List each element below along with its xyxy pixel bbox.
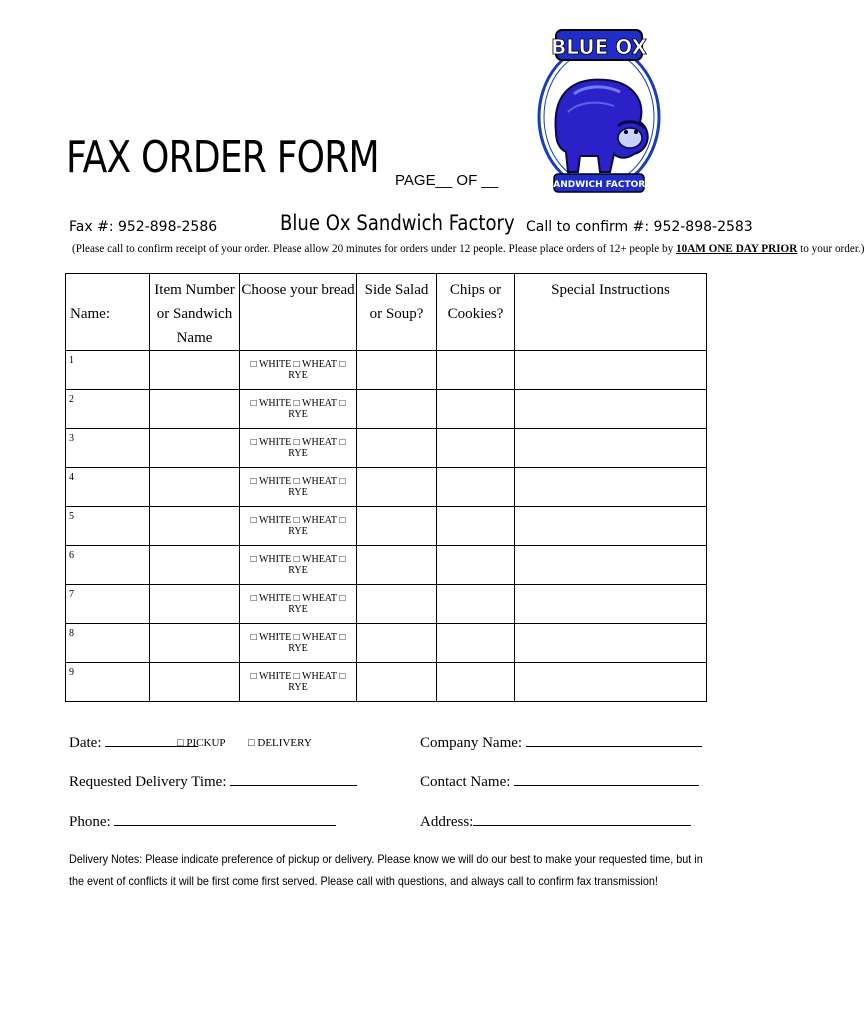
instructions-cell[interactable] (515, 585, 707, 624)
row-number[interactable]: 2 (66, 390, 150, 429)
company-name-heading: Blue Ox Sandwich Factory (280, 211, 515, 235)
table-row (66, 429, 707, 468)
bread-choice[interactable]: □ WHITE □ WHEAT □ RYE (240, 546, 357, 585)
address-label: Address: (420, 814, 474, 830)
col-header-item: Item Number or Sandwich Name (150, 274, 240, 351)
page-of-field[interactable]: PAGE__ OF __ (395, 172, 499, 189)
bread-choice[interactable]: □ WHITE □ WHEAT □ RYE (240, 390, 357, 429)
chips-cell[interactable] (437, 507, 515, 546)
chips-cell[interactable] (437, 624, 515, 663)
item-cell[interactable] (150, 507, 240, 546)
side-cell[interactable] (357, 663, 437, 702)
confirm-phone-number: Call to confirm #: 952-898-2583 (526, 219, 753, 235)
order-table (65, 273, 707, 702)
row-number[interactable]: 3 (66, 429, 150, 468)
col-header-side: Side Salad or Soup? (357, 274, 437, 351)
instructions-cell[interactable] (515, 390, 707, 429)
pickup-checkbox[interactable]: □ PICKUP (177, 737, 226, 749)
row-number[interactable]: 1 (66, 351, 150, 390)
instructions-cell[interactable] (515, 351, 707, 390)
col-header-name: Name: (66, 274, 150, 351)
item-cell[interactable] (150, 429, 240, 468)
row-number[interactable]: 8 (66, 624, 150, 663)
address-field[interactable] (420, 811, 691, 831)
phone-field[interactable] (69, 811, 336, 831)
item-cell[interactable] (150, 546, 240, 585)
table-row (66, 390, 707, 429)
table-row (66, 468, 707, 507)
logo-bottom-text: SANDWICH FACTORY (546, 180, 652, 190)
date-label: Date: (69, 735, 102, 751)
company-name-label: Company Name: (420, 735, 523, 751)
item-cell[interactable] (150, 624, 240, 663)
logo-top-text: BLUE OX (551, 35, 647, 59)
col-header-chips: Chips or Cookies? (437, 274, 515, 351)
item-cell[interactable] (150, 351, 240, 390)
instructions-cell[interactable] (515, 546, 707, 585)
chips-cell[interactable] (437, 663, 515, 702)
instructions-cell[interactable] (515, 624, 707, 663)
bread-choice[interactable]: □ WHITE □ WHEAT □ RYE (240, 507, 357, 546)
contact-name-label: Contact Name: (420, 774, 511, 790)
company-name-field[interactable] (420, 732, 702, 752)
bread-choice[interactable]: □ WHITE □ WHEAT □ RYE (240, 429, 357, 468)
row-number[interactable]: 6 (66, 546, 150, 585)
col-header-bread: Choose your bread (240, 274, 357, 351)
side-cell[interactable] (357, 585, 437, 624)
instructions-cell[interactable] (515, 429, 707, 468)
form-title: FAX ORDER FORM (66, 132, 379, 183)
table-row (66, 585, 707, 624)
requested-time-field[interactable] (69, 771, 357, 791)
chips-cell[interactable] (437, 585, 515, 624)
delivery-checkbox[interactable]: □ DELIVERY (248, 737, 312, 749)
side-cell[interactable] (357, 624, 437, 663)
row-number[interactable]: 4 (66, 468, 150, 507)
contact-name-field[interactable] (420, 771, 699, 791)
item-cell[interactable] (150, 390, 240, 429)
bread-choice[interactable]: □ WHITE □ WHEAT □ RYE (240, 663, 357, 702)
side-cell[interactable] (357, 468, 437, 507)
side-cell[interactable] (357, 546, 437, 585)
side-cell[interactable] (357, 507, 437, 546)
row-number[interactable]: 9 (66, 663, 150, 702)
item-cell[interactable] (150, 585, 240, 624)
chips-cell[interactable] (437, 468, 515, 507)
instructions-cell[interactable] (515, 468, 707, 507)
table-header-row (66, 274, 707, 351)
chips-cell[interactable] (437, 546, 515, 585)
item-cell[interactable] (150, 663, 240, 702)
order-instructions-note (72, 243, 864, 255)
bread-choice[interactable]: □ WHITE □ WHEAT □ RYE (240, 351, 357, 390)
phone-label: Phone: (69, 814, 111, 830)
blue-ox-logo (534, 22, 664, 202)
table-row (66, 546, 707, 585)
col-header-instructions: Special Instructions (515, 274, 707, 351)
chips-cell[interactable] (437, 390, 515, 429)
side-cell[interactable] (357, 429, 437, 468)
side-cell[interactable] (357, 351, 437, 390)
instructions-cell[interactable] (515, 663, 707, 702)
chips-cell[interactable] (437, 429, 515, 468)
table-row (66, 351, 707, 390)
instructions-cell[interactable] (515, 507, 707, 546)
note-text-post: to your order.) (797, 243, 864, 255)
row-number[interactable]: 7 (66, 585, 150, 624)
note-deadline: 10AM ONE DAY PRIOR (676, 243, 798, 255)
bread-choice[interactable]: □ WHITE □ WHEAT □ RYE (240, 468, 357, 507)
bread-choice[interactable]: □ WHITE □ WHEAT □ RYE (240, 624, 357, 663)
delivery-notes: Delivery Notes: Please indicate preference of pickup or delivery. Please know we will do our best to make your requested time, but in the event of conflicts it will be first come first served. Please call with questions, and always call to confirm fax transmission! (69, 852, 703, 888)
bread-choice[interactable]: □ WHITE □ WHEAT □ RYE (240, 585, 357, 624)
table-row (66, 507, 707, 546)
table-row (66, 624, 707, 663)
note-text-pre: (Please call to confirm receipt of your order. Please allow 20 minutes for orders under 12 people. Please place orders of 12+ people by (72, 243, 677, 255)
fax-number: Fax #: 952-898-2586 (69, 219, 218, 235)
requested-time-label: Requested Delivery Time: (69, 774, 227, 790)
table-row (66, 663, 707, 702)
row-number[interactable]: 5 (66, 507, 150, 546)
chips-cell[interactable] (437, 351, 515, 390)
item-cell[interactable] (150, 468, 240, 507)
side-cell[interactable] (357, 390, 437, 429)
